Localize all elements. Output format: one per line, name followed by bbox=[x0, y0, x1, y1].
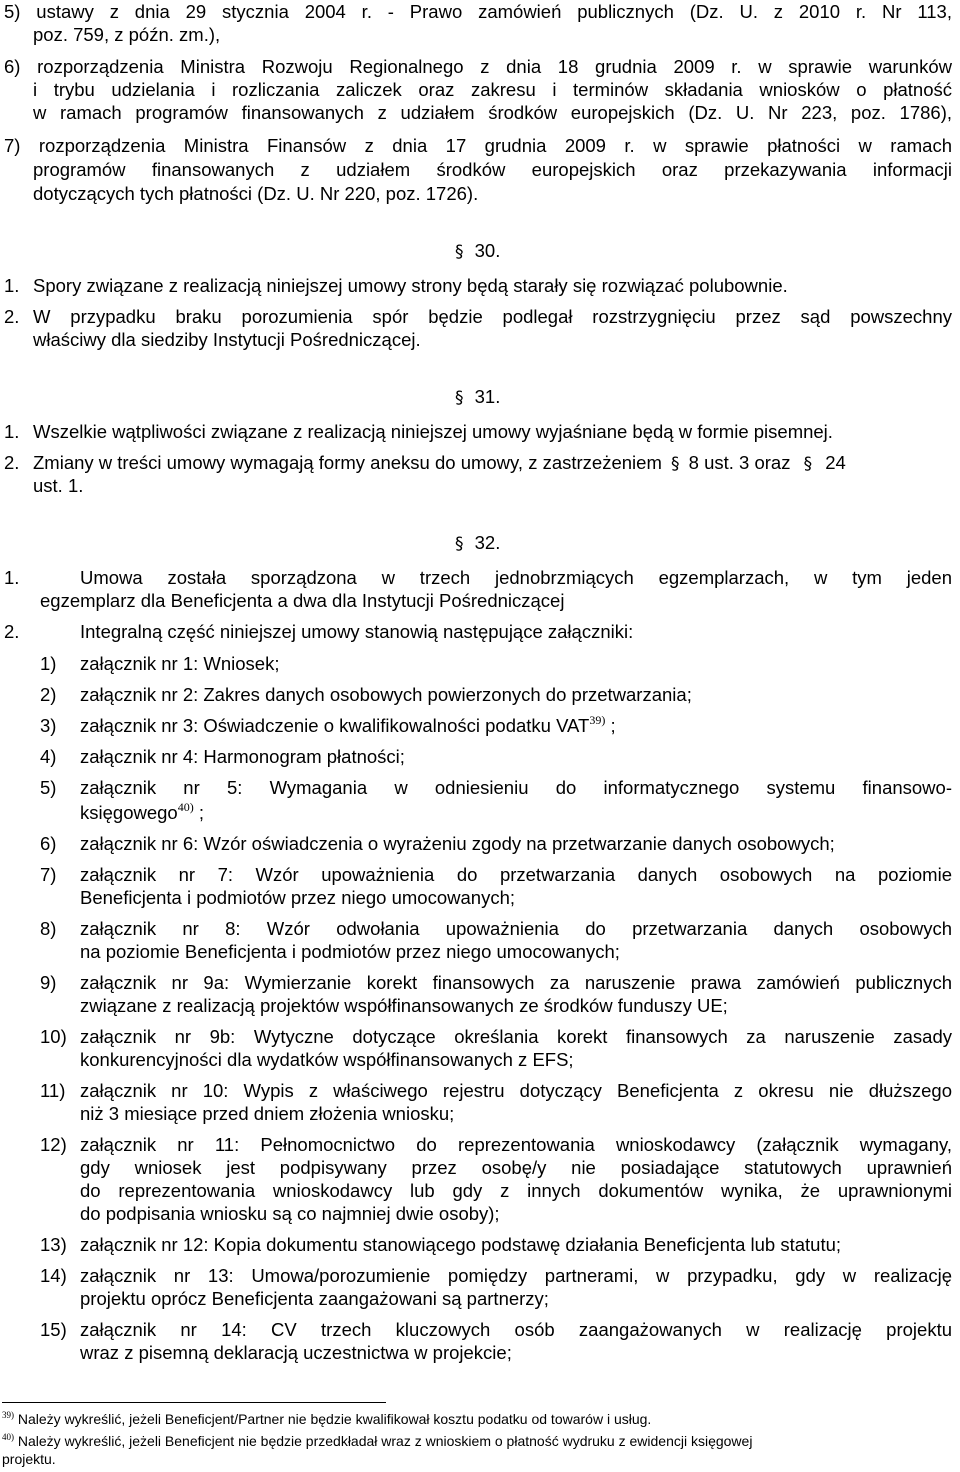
section-sign: § bbox=[455, 534, 464, 554]
list-item-continuation: konkurencyjności dla wydatków współfinansowanych z EFS; bbox=[80, 1049, 574, 1070]
s31-p2-text-b: 8 ust. 3 oraz bbox=[688, 452, 791, 473]
footnote-text: Należy wykreślić, jeżeli Beneficjent/Partner nie będzie kwalifikował kosztu podatku od towarów i usług. bbox=[17, 1411, 652, 1427]
list-item-continuation: niż 3 miesiące przed dniem złożenia wniosku; bbox=[80, 1103, 455, 1124]
section-sign: § bbox=[671, 454, 680, 474]
list-item: załącznik nr 4: Harmonogram płatności; bbox=[80, 746, 405, 767]
section-sign: § bbox=[455, 242, 464, 262]
list-item: załącznik nr 5: Wymagania w odniesieniu do informatycznego systemu finansowo- bbox=[80, 777, 952, 798]
s30-p1-num: 1. bbox=[4, 275, 20, 296]
s30-p2-line-2: właściwy dla siedziby Instytucji Pośredniczącej. bbox=[33, 329, 421, 350]
list-item: załącznik nr 12: Kopia dokumentu stanowiącego podstawę działania Beneficjenta lub statutu; bbox=[80, 1234, 842, 1255]
intro-line-8: dotyczących tych płatności (Dz. U. Nr 220, poz. 1726). bbox=[33, 183, 479, 204]
section-number: 31. bbox=[474, 386, 501, 407]
s32-p1-line-2: egzemplarz dla Beneficjenta a dwa dla Instytucji Pośredniczącej bbox=[40, 590, 565, 611]
list-item-tail: ; bbox=[198, 802, 204, 823]
s32-p1-line-1: Umowa została sporządzona w trzech jednobrzmiących egzemplarzach, w tym jeden bbox=[80, 567, 952, 588]
list-item: załącznik nr 1: Wniosek; bbox=[80, 653, 280, 674]
list-item-number: 5) bbox=[40, 777, 57, 798]
s30-p2-num: 2. bbox=[4, 306, 20, 327]
list-item-number: 13) bbox=[40, 1234, 67, 1255]
footnote-reference: 39) bbox=[589, 713, 606, 727]
list-item-number: 6) bbox=[40, 833, 57, 854]
intro-line-5: w ramach programów finansowanych z udziałem środków europejskich (Dz. U. Nr 223, poz. 1786), bbox=[33, 102, 952, 123]
s31-p2-line-2: ust. 1. bbox=[33, 475, 84, 496]
list-item: załącznik nr 8: Wzór odwołania upoważnienia do przetwarzania danych osobowych bbox=[80, 918, 952, 939]
intro-line-2: poz. 759, z późn. zm.), bbox=[33, 24, 221, 45]
s31-p2-text-a: Zmiany w treści umowy wymagają formy aneksu do umowy, z zastrzeżeniem bbox=[33, 452, 662, 473]
s31-p2-num: 2. bbox=[4, 452, 20, 473]
section-number: 32. bbox=[474, 532, 501, 553]
s31-p1-num: 1. bbox=[4, 421, 20, 442]
s32-p2-num: 2. bbox=[4, 621, 20, 642]
list-item: załącznik nr 13: Umowa/porozumienie pomiędzy partnerami, w przypadku, gdy w realizację bbox=[80, 1265, 952, 1286]
list-item-number: 12) bbox=[40, 1134, 67, 1155]
list-item-continuation: projektu oprócz Beneficjenta zaangażowani są partnerzy; bbox=[80, 1288, 549, 1309]
footnote-39 bbox=[2, 1411, 651, 1427]
list-item-number: 9) bbox=[40, 972, 57, 993]
intro-line-4: i trybu udzielania i rozliczania zaliczek oraz zakresu i terminów składania wniosków o płatność bbox=[33, 79, 952, 100]
list-item-continuation: związane z realizacją projektów współfinansowanych ze środków funduszy UE; bbox=[80, 995, 728, 1016]
list-item-number: 10) bbox=[40, 1026, 67, 1047]
section-32-heading bbox=[455, 532, 500, 554]
footnote-separator bbox=[2, 1402, 386, 1403]
s31-p1: Wszelkie wątpliwości związane z realizacją niniejszej umowy wyjaśniane będą w formie pisemnej. bbox=[33, 421, 833, 442]
s30-p1: Spory związane z realizacją niniejszej umowy strony będą starały się rozwiązać polubownie. bbox=[33, 275, 788, 296]
list-item-number: 14) bbox=[40, 1265, 67, 1286]
list-item bbox=[80, 715, 616, 737]
list-item-continuation: Beneficjenta i podmiotów przez niego umocowanych; bbox=[80, 887, 515, 908]
list-item-number: 8) bbox=[40, 918, 57, 939]
list-item: załącznik nr 10: Wypis z właściwego rejestru dotyczący Beneficjenta z okresu nie dłuższego bbox=[80, 1080, 952, 1101]
footnote-mark: 40) bbox=[2, 1432, 14, 1442]
list-item-number: 11) bbox=[40, 1080, 66, 1101]
list-item-number: 15) bbox=[40, 1319, 67, 1340]
list-item: załącznik nr 9a: Wymierzanie korekt finansowych za naruszenie prawa zamówień publicznych bbox=[80, 972, 952, 993]
list-item-number: 1) bbox=[40, 653, 57, 674]
footnote-mark: 39) bbox=[2, 1410, 14, 1420]
footnote-40-continuation: projektu. bbox=[2, 1451, 56, 1467]
section-sign: § bbox=[455, 388, 464, 408]
footnote-text: Należy wykreślić, jeżeli Beneficjent nie będzie przedkładał wraz z wnioskiem o płatność wydruku z ewidencji księgowej bbox=[17, 1433, 753, 1449]
footnote-40 bbox=[2, 1433, 752, 1449]
list-item-continuation: wraz z pisemną deklaracją uczestnictwa w projekcie; bbox=[80, 1342, 512, 1363]
s30-p2-line-1: W przypadku braku porozumienia spór będzie podlegał rozstrzygnięciu przez sąd powszechny bbox=[33, 306, 952, 327]
list-item: załącznik nr 7: Wzór upoważnienia do przetwarzania danych osobowych na poziomie bbox=[80, 864, 952, 885]
list-item: załącznik nr 2: Zakres danych osobowych powierzonych do przetwarzania; bbox=[80, 684, 692, 705]
list-item-text: załącznik nr 3: Oświadczenie o kwalifikowalności podatku VAT bbox=[80, 715, 590, 736]
list-item: załącznik nr 9b: Wytyczne dotyczące określania korekt finansowych za naruszenie zasady bbox=[80, 1026, 952, 1047]
list-item: załącznik nr 11: Pełnomocnictwo do reprezentowania wnioskodawcy (załącznik wymagany, bbox=[80, 1134, 952, 1155]
list-item: załącznik nr 6: Wzór oświadczenia o wyrażeniu zgody na przetwarzanie danych osobowych; bbox=[80, 833, 835, 854]
intro-line-6: 7) rozporządzenia Ministra Finansów z dnia 17 grudnia 2009 r. w sprawie płatności w ramach bbox=[4, 135, 952, 156]
footnote-reference: 40) bbox=[177, 800, 194, 814]
s32-p1-num: 1. bbox=[4, 567, 20, 588]
section-number: 30. bbox=[474, 240, 501, 261]
intro-line-1: 5) ustawy z dnia 29 stycznia 2004 r. - Prawo zamówień publicznych (Dz. U. z 2010 r. Nr 113, bbox=[4, 1, 952, 22]
list-item-number: 4) bbox=[40, 746, 57, 767]
list-item-continuation: do reprezentowania wnioskodawcy lub gdy z innych dokumentów wynika, że uprawnionymi bbox=[80, 1180, 952, 1201]
list-item-continuation: do podpisania wniosku są co najmniej dwie osoby); bbox=[80, 1203, 500, 1224]
section-31-heading bbox=[455, 386, 500, 408]
list-item-continuation: gdy wniosek jest podpisywany przez osobę/y nie posiadające statutowych uprawnień bbox=[80, 1157, 952, 1178]
s32-p2: Integralną część niniejszej umowy stanowią następujące załączniki: bbox=[80, 621, 634, 642]
intro-line-3: 6) rozporządzenia Ministra Rozwoju Regionalnego z dnia 18 grudnia 2009 r. w sprawie warunków bbox=[4, 56, 952, 77]
list-item-continuation: na poziomie Beneficjenta i podmiotów przez niego umocowanych; bbox=[80, 941, 620, 962]
s31-p2-text-c: 24 bbox=[825, 452, 846, 473]
list-item-number: 3) bbox=[40, 715, 57, 736]
list-item-tail: ; bbox=[610, 715, 616, 736]
s31-p2-line-1 bbox=[33, 452, 846, 474]
list-item-number: 7) bbox=[40, 864, 57, 885]
list-item-number: 2) bbox=[40, 684, 57, 705]
list-item-text: księgowego bbox=[80, 802, 178, 823]
section-sign: § bbox=[803, 454, 813, 474]
section-30-heading bbox=[455, 240, 500, 262]
list-item: załącznik nr 14: CV trzech kluczowych osób zaangażowanych w realizację projektu bbox=[80, 1319, 952, 1340]
intro-line-7: programów finansowanych z udziałem środków europejskich oraz przekazywania informacji bbox=[33, 159, 952, 180]
list-item-continuation bbox=[80, 802, 204, 824]
